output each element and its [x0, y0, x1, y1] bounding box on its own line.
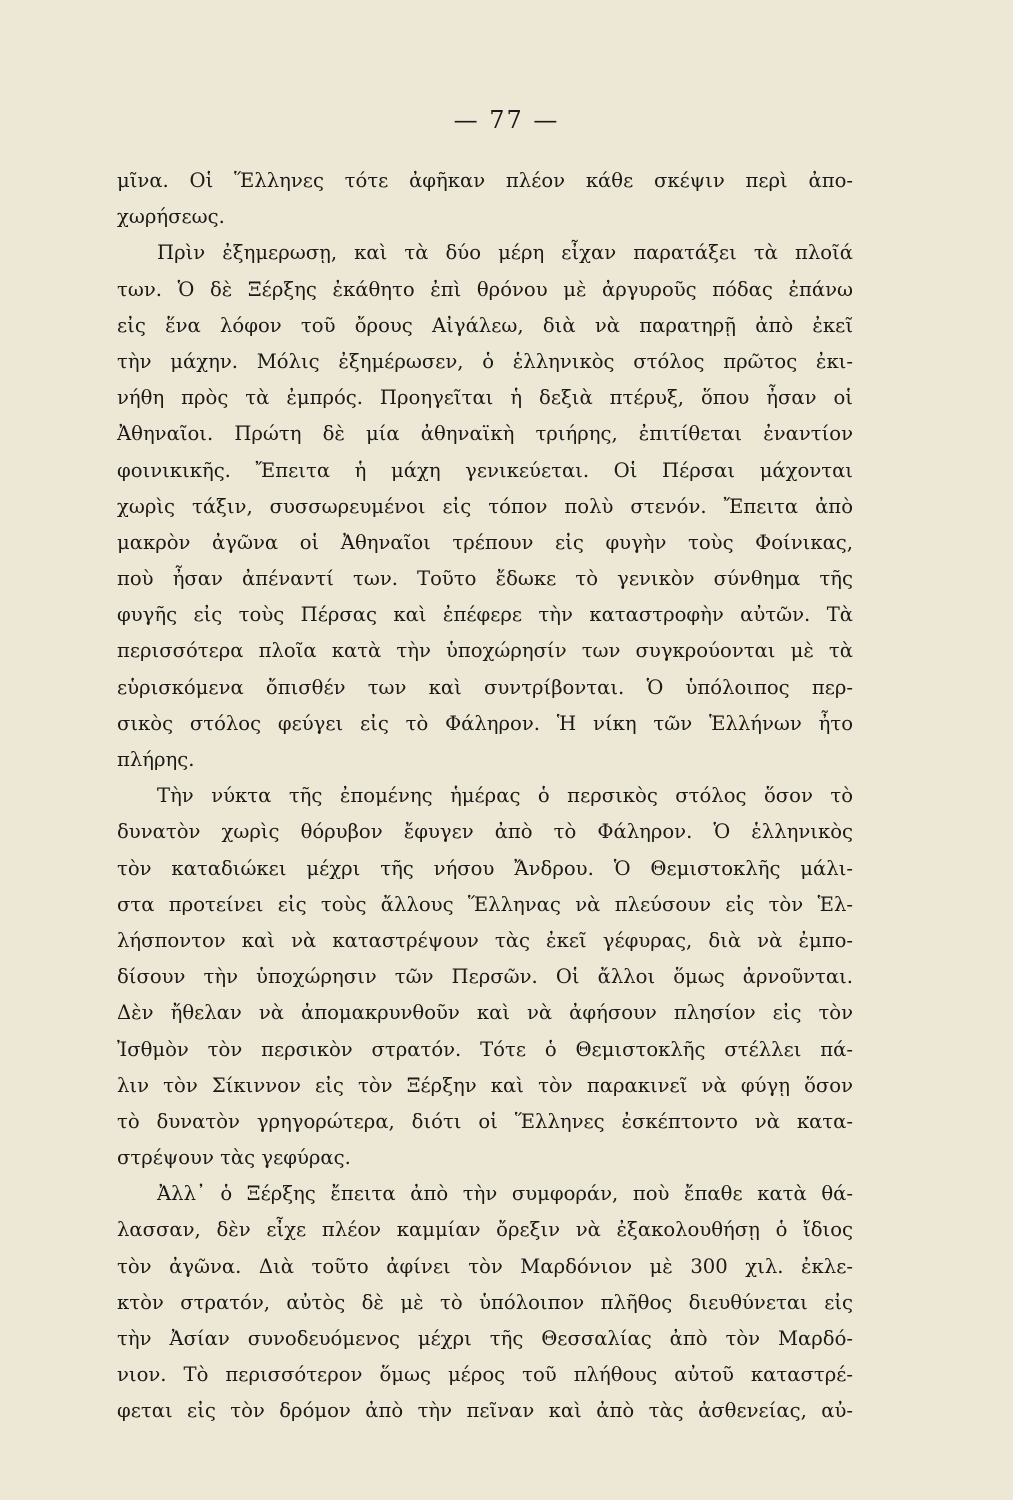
- text-line: Δὲν ἤθελαν νὰ ἀπομακρυνθοῦν καὶ νὰ ἀφήσουν πλησίον εἰς τὸν: [117, 1001, 853, 1025]
- body-text: [117, 163, 853, 1430]
- text-line: στρέψουν τὰς γεφύρας.: [117, 1146, 351, 1170]
- page-number: — 77 —: [453, 106, 560, 134]
- text-line: τὸ δυνατὸν γρηγορώτερα, διότι οἱ Ἕλληνες ἐσκέπτοντο νὰ κατα-: [117, 1109, 853, 1133]
- text-line: δυνατὸν χωρὶς θόρυβον ἔφυγεν ἀπὸ τὸ Φάληρον. Ὁ ἑλληνικὸς: [117, 820, 853, 844]
- text-line: σικὸς στόλος φεύγει εἰς τὸ Φάληρον. Ἡ νίκη τῶν Ἑλλήνων ἦτο: [117, 711, 853, 735]
- text-line: εὑρισκόμενα ὄπισθέν των καὶ συντρίβονται. Ὁ ὑπόλοιπος περ-: [117, 675, 853, 699]
- text-line: τὴν Ἀσίαν συνοδευόμενος μέχρι τῆς Θεσσαλίας ἀπὸ τὸν Μαρδό-: [117, 1327, 853, 1350]
- text-line: κτὸν στρατόν, αὐτὸς δὲ μὲ τὸ ὑπόλοιπον πλῆθος διευθύνεται εἰς: [117, 1290, 853, 1314]
- text-line: στα προτείνει εἰς τοὺς ἄλλους Ἕλληνας νὰ πλεύσουν εἰς τὸν Ἑλ-: [117, 892, 853, 916]
- text-line: μακρὸν ἀγῶνα οἱ Ἀθηναῖοι τρέπουν εἰς φυγὴν τοὺς Φοίνικας,: [117, 530, 853, 554]
- text-line: φοινικικῆς. Ἔπειτα ἡ μάχη γενικεύεται. Οἱ Πέρσαι μάχονται: [117, 458, 853, 482]
- text-line: νήθη πρὸς τὰ ἐμπρός. Προηγεῖται ἡ δεξιὰ πτέρυξ, ὅπου ἦσαν οἱ: [117, 386, 853, 410]
- text-line: λιν τὸν Σίκιννον εἰς τὸν Ξέρξην καὶ τὸν παρακινεῖ νὰ φύγῃ ὅσον: [117, 1073, 853, 1097]
- text-line: δίσουν τὴν ὑποχώρησιν τῶν Περσῶν. Οἱ ἄλλοι ὅμως ἀρνοῦνται.: [117, 965, 853, 989]
- text-line: εἰς ἕνα λόφον τοῦ ὄρους Αἰγάλεω, διὰ νὰ παρατηρῇ ἀπὸ ἐκεῖ: [117, 313, 853, 337]
- text-line: τὴν μάχην. Μόλις ἐξημέρωσεν, ὁ ἑλληνικὸς στόλος πρῶτος ἐκι-: [117, 349, 853, 373]
- text-line: Ἀθηναῖοι. Πρώτη δὲ μία ἀθηναϊκὴ τριήρης, ἐπιτίθεται ἐναντίον: [117, 422, 853, 446]
- text-line: Ἰσθμὸν τὸν περσικὸν στρατόν. Τότε ὁ Θεμιστοκλῆς στέλλει πά-: [117, 1037, 853, 1061]
- text-line: περισσότερα πλοῖα κατὰ τὴν ὑποχώρησίν των συγκρούονται μὲ τὰ: [117, 639, 853, 663]
- text-line: των. Ὁ δὲ Ξέρξης ἐκάθητο ἐπὶ θρόνου μὲ ἀργυροῦς πόδας ἐπάνω: [117, 277, 853, 301]
- text-line: τὸν καταδιώκει μέχρι τῆς νήσου Ἄνδρου. Ὁ Θεμιστοκλῆς μάλι-: [117, 856, 853, 880]
- text-line: Ἀλλ᾿ ὁ Ξέρξης ἔπειτα ἀπὸ τὴν συμφοράν, ποὺ ἔπαθε κατὰ θά-: [157, 1182, 853, 1206]
- text-line: νιον. Τὸ περισσότερον ὅμως μέρος τοῦ πλήθους αὐτοῦ καταστρέ-: [117, 1363, 853, 1387]
- text-line: χωρὶς τάξιν, συσσωρευμένοι εἰς τόπον πολὺ στενόν. Ἔπειτα ἀπὸ: [117, 494, 853, 518]
- text-line: λήσποντον καὶ νὰ καταστρέψουν τὰς ἐκεῖ γέφυρας, διὰ νὰ ἐμπο-: [117, 928, 853, 952]
- text-line: φεται εἰς τὸν δρόμον ἀπὸ τὴν πεῖναν καὶ ἀπὸ τὰς ἀσθενείας, αὐ-: [117, 1399, 853, 1423]
- text-line: Τὴν νύκτα τῆς ἐπομένης ἡμέρας ὁ περσικὸς στόλος ὅσον τὸ: [157, 784, 853, 808]
- text-line: μῖνα. Οἱ Ἕλληνες τότε ἀφῆκαν πλέον κάθε σκέψιν περὶ ἀπο-: [117, 169, 853, 192]
- text-line: φυγῆς εἰς τοὺς Πέρσας καὶ ἐπέφερε τὴν καταστροφὴν αὐτῶν. Τὰ: [117, 603, 853, 627]
- text-line: χωρήσεως.: [117, 205, 225, 229]
- text-line: τὸν ἀγῶνα. Διὰ τοῦτο ἀφίνει τὸν Μαρδόνιον μὲ 300 χιλ. ἐκλε-: [117, 1254, 853, 1278]
- text-line: ποὺ ἦσαν ἀπέναντί των. Τοῦτο ἔδωκε τὸ γενικὸν σύνθημα τῆς: [117, 567, 853, 591]
- text-line: Πρὶν ἐξημερωσῃ, καὶ τὰ δύο μέρη εἶχαν παρατάξει τὰ πλοῖά: [157, 241, 853, 265]
- text-line: λασσαν, δὲν εἶχε πλέον καμμίαν ὄρεξιν νὰ ἐξακολουθήσῃ ὁ ἴδιος: [117, 1218, 853, 1242]
- text-line: πλήρης.: [117, 748, 195, 771]
